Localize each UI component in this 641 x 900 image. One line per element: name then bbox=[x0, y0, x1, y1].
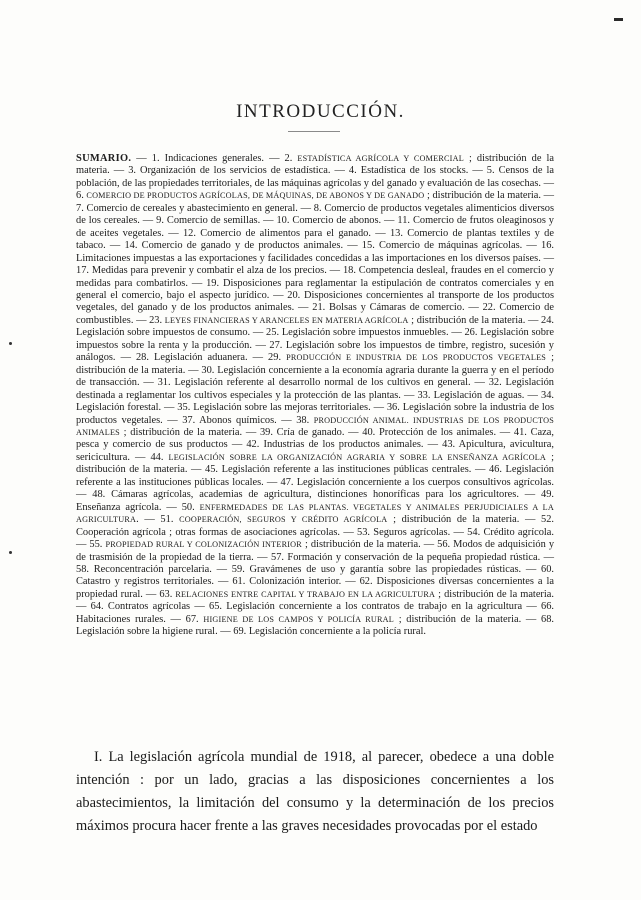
corner-ink-mark bbox=[614, 18, 623, 21]
sumario-section-heading: LEGISLACIÓN SOBRE LA ORGANIZACIÓN AGRARIA Y SOBRE LA ENSEÑANZA AGRÍCOLA bbox=[168, 452, 547, 462]
sumario-lead: SUMARIO. bbox=[76, 153, 132, 164]
sumario-section-heading: HIGIENE DE LOS CAMPOS Y POLICÍA RURAL bbox=[203, 614, 394, 624]
sumario-text: ; distribución de la materia. — 7. Comercio de cereales y abastecimiento en general. — 8. Comercio de productos vegetales alimenticios diversos de los cereales. — 9. Comercio de semillas. — 10. Comercio de abonos. — 11. Comercio de frutos oleaginosos y de aceites vegetales. — 12. Comercio de alimentos para el ganado. — 13. Comercio de plantas textiles y de tabaco. — 14. Comercio de ganado y de productos animales. — 15. Comercio de máquinas agrícolas. — 16. Limitaciones impuestas a las exportaciones y facilidades concedidas a las importaciones en los diversos países. — 17. Medidas para prevenir y combatir el alza de los precios. — 18. Competencia desleal, fraudes en el comercio y medidas para combatirlos. — 19. Disposiciones para reglamentar la estipulación de contratos comerciales y en general el comercio, bajo el aspecto jurídico. — 20. Disposiciones concernientes al transporte de los productos vegetales, del ganado y de los productos animales. — 21. Bolsas y Cámaras de comercio. — 22. Comercio de combustibles. — 23. bbox=[76, 190, 555, 326]
sumario-text: ; distribución de la materia. — 30. Legislación concerniente a la economía agraria durante la guerra y en el período de transacción. — 31. Legislación referente al desarrollo normal de los cultivos en general. — 32. Legislación destinada a reglamentar los cultivos especiales y la protección de las plantas. — 33. Legislación de aguas. — 34. Legislación forestal. — 35. Legislación sobre las mejoras territoriales. — 36. Legislación sobre la industria de los productos vegetales. — 37. Abonos químicos. — 38. bbox=[76, 352, 554, 426]
title-rule bbox=[288, 131, 340, 132]
sumario-section-heading: PROPIEDAD RURAL Y COLONIZACIÓN INTERIOR bbox=[105, 540, 302, 550]
sumario-section-heading: PRODUCCIÓN ANIMAL. INDUSTRIAS DE LOS PRODUCTOS ANIMALES bbox=[76, 415, 554, 437]
sumario-text: ; distribución de la materia. — 56. Modos de adquisición y de trasmisión de la propiedad de la tierra. — 57. Formación y conservación de la pequeña propiedad rústica. — 58. Reconcentración parcelaria. — 59. Gravámenes de uso y garantía sobre las propiedades rústicas. — 60. Catastro y registros territoriales. — 61. Colonización interior. — 62. Disposiciones diversas concernientes a la propiedad rural. — 63. bbox=[76, 539, 555, 600]
sumario-text: ; distribución de la materia. — 45. Legislación referente a las instituciones públicas centrales. — 46. Legislación referente a las instituciones públicas locales. — 47. Legislación concerniente a los cuerpos consultivos agrícolas. — 48. Cámaras agrícolas, academias de agricultura, distinciones honoríficas para los agricultores. — 49. Enseñanza agrícola. — 50. bbox=[76, 451, 554, 513]
sumario-text: — 1. Indicaciones generales. — 2. bbox=[131, 153, 298, 164]
margin-dot bbox=[9, 342, 12, 345]
sumario-text: ; distribución de la materia. — 39. Cría de ganado. — 40. Protección de los animales. — 41. Caza, pesca y comercio de sus productos — 42. Industrias de los productos animales. — 43. Apicultura, avicultura, sericicultura. — 44. bbox=[76, 426, 554, 463]
sumario-section-heading: ENFERMEDADES DE LAS PLANTAS. VEGETALES Y ANIMALES PERJUDICIALES A LA AGRICULTURA bbox=[76, 502, 554, 525]
sumario-section-heading: COMERCIO DE PRODUCTOS AGRÍCOLAS, DE MÁQUINAS, DE ABONOS Y DE GANADO bbox=[86, 191, 425, 201]
page-title: INTRODUCCIÓN. bbox=[236, 101, 405, 122]
sumario-section-heading: COOPERACIÓN, SEGUROS Y CRÉDITO AGRÍCOLA bbox=[179, 515, 388, 525]
body-paragraph: I. La legislación agrícola mundial de 1918, al parecer, obedece a una doble intención : por un lado, gracias a las disposiciones concernientes a los abastecimientos, la limitación del consumo y la determinación de los precios máximos procura hacer frente a las graves necesidades provocadas por el estado bbox=[76, 749, 554, 834]
sumario-text: ; distribución de la materia. — 52. Cooperación agrícola ; otras formas de asociaciones agrícolas. — 53. Seguros agrícolas. — 54. Crédito agrícola. — 55. bbox=[76, 514, 554, 551]
sumario-paragraph bbox=[76, 153, 554, 639]
sumario-text: ; distribución de la materia. — 3. Organización de los servicios de estadística. — 4. Estadística de los stocks. — 5. Censos de la población, de las propiedades territoriales, de las máquinas agrícolas y del ganado y evaluación de las cosechas. — 6. bbox=[76, 153, 554, 202]
sumario-section-heading: RELACIONES ENTRE CAPITAL Y TRABAJO EN LA AGRICULTURA bbox=[175, 589, 436, 599]
sumario-text: ; distribución de la materia. — 68. Legislación sobre la higiene rural. — 69. Legislación concerniente a la policía rural. bbox=[76, 613, 554, 638]
sumario-section-heading: LEYES FINANCIERAS Y ARANCELES EN MATERIA AGRÍCOLA bbox=[164, 315, 409, 325]
margin-dot bbox=[9, 551, 12, 554]
sumario-text: . — 51. bbox=[136, 514, 180, 526]
sumario-section-heading: PRODUCCIÓN E INDUSTRIA DE LOS PRODUCTOS VEGETALES bbox=[286, 353, 547, 363]
sumario-text: ; distribución de la materia. — 24. Legislación sobre impuestos de consumo. — 25. Legislación sobre impuestos inmuebles. — 26. Legislación sobre impuestos sobre la renta y la producción. — 27. Legislación sobre los impuestos de timbre, registro, sucesión y análogos. — 28. Legislación aduanera. — 29. bbox=[76, 314, 555, 364]
sumario-segments bbox=[76, 153, 554, 637]
sumario-section-heading: ESTADÍSTICA AGRÍCOLA Y COMERCIAL bbox=[297, 154, 464, 163]
sumario-text: ; distribución de la materia. — 64. Contratos agrícolas — 65. Legislación concerniente a los contratos de trabajo en la agricultura — 66. Habitaciones rurales. — 67. bbox=[76, 588, 554, 625]
